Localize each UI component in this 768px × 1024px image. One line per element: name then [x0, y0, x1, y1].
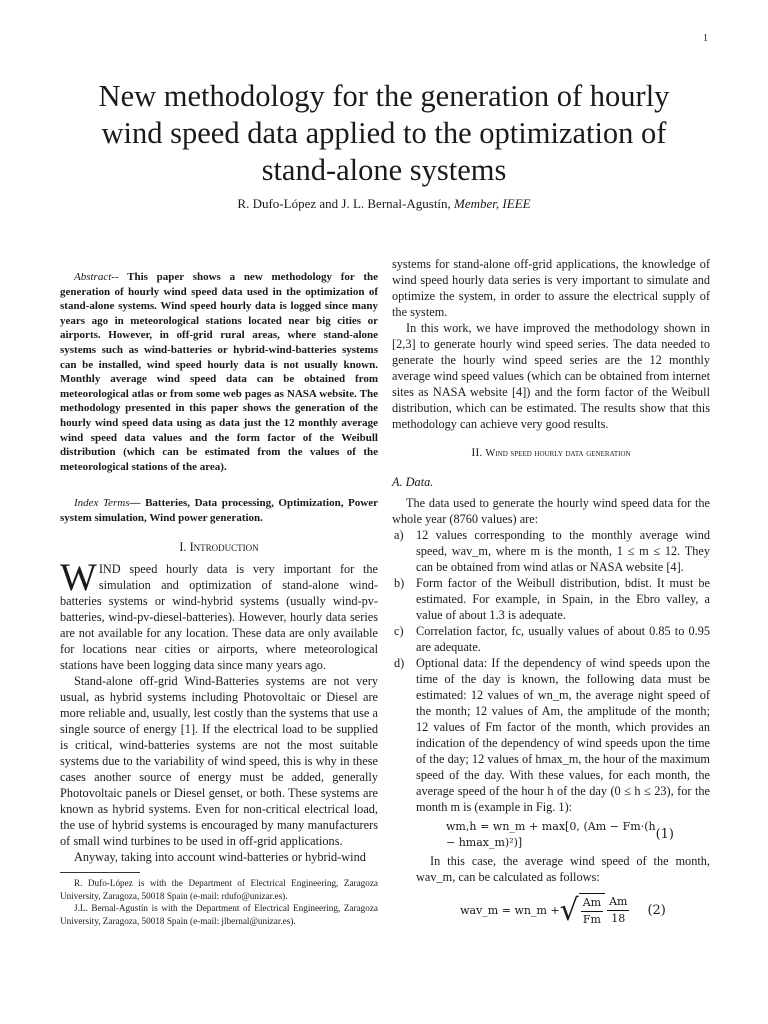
list-item-d-continuation: In this case, the average wind speed of the month, wav_m, can be calculated as follows:	[416, 854, 710, 884]
list-label: b)	[394, 576, 405, 590]
sqrt-sign: √ $\frac{Am}{Fm}$	[560, 893, 606, 928]
intro-paragraph-1	[60, 555, 378, 673]
footnote-rule	[60, 872, 140, 873]
right-paragraph-1: systems for stand-alone off-grid applications, the knowledge of wind speed hourly data series is very important to simulate and optimize the system, in order to assure the electrical supply of the system.	[392, 257, 710, 319]
fraction	[581, 895, 603, 928]
fraction-numerator: Am	[607, 894, 629, 911]
fraction-denominator: Fm	[582, 913, 601, 926]
paper-title: New methodology for the generation of hourly wind speed data applied to the optimization of stand-alone systems	[98, 79, 670, 187]
list-label: a)	[394, 528, 404, 542]
list-item	[392, 527, 710, 575]
list-label: d)	[394, 656, 405, 670]
fraction-denominator: 18	[611, 912, 626, 925]
list-item	[392, 575, 710, 623]
equation-2	[416, 893, 710, 928]
index-text: — Batteries, Data processing, Optimization, Power system simulation, Wind power generation.	[60, 497, 378, 524]
section-number: I.	[179, 539, 190, 554]
list-text: 12 values corresponding to the monthly average wind speed, wav_m, where m is the month, 1 ≤ m ≤ 12. They can be obtained from wind atlas or NASA website [4].	[416, 528, 710, 574]
section-heading-introduction	[60, 539, 378, 555]
intro-paragraph-2: Stand-alone off-grid Wind-Batteries systems are not very usual, as hybrid systems including Photovoltaic or Diesel are more reliable and, usually, lest costly than the systems that use a single source of energy [1]. If the electrical load to be supplied is critical, wind-batteries systems are not the most suitable systems due to the variability of wind speed, this is why in these cases another source of energy must be added, generally Photovoltaic panels or Diesel genset, or both. These systems are known as hybrid systems. Even for non-critical electrical load, the use of hybrid systems is encouraged by many manufacturers of small wind turbines to be used in off-grid applications.	[60, 673, 378, 848]
section-title: Wind speed hourly data generation	[485, 448, 631, 459]
footnote-1: R. Dufo-López is with the Department of Electrical Engineering, Zaragoza University, Zaragoza, 50018 Spain (e-mail: rdufo@unizar.es).	[60, 878, 378, 901]
section-heading-generation	[392, 444, 710, 462]
footnote-2: J.L. Bernal-Agustín is with the Department of Electrical Engineering, Zaragoza University, Zaragoza, 50018 Spain (e-mail: jlbernal@unizar.es).	[60, 903, 378, 926]
list-text: Optional data: If the dependency of wind speeds upon the time of the day is known, the following data must be estimated: 12 values of wn_m, the average night speed of the month; 12 values of Am, the amplitude of the month; 12 values of Fm factor of the month, which provides an indication of the dependency of wind speeds upon the time of the day; 12 values of hmax_m, the hour of the maximum speed of the day. With these values, for each month, the average speed of the hour h of the day (0 ≤ h ≤ 23), for the month m is (example in Fig. 1):	[416, 656, 710, 814]
subsection-heading: A. Data.	[392, 475, 434, 489]
section-title: Introduction	[189, 539, 259, 554]
authors: R. Dufo-López and J. L. Bernal-Agustín,	[237, 196, 455, 211]
list-label: c)	[394, 624, 404, 638]
fraction-numerator: Am	[581, 895, 603, 912]
list-item	[392, 655, 710, 928]
page-number: 1	[703, 33, 708, 44]
index-terms	[60, 496, 378, 525]
index-label: Index Terms	[74, 497, 130, 510]
authors-role: Member, IEEE	[454, 196, 531, 211]
equation-2-number: (2)	[647, 902, 666, 918]
authors-line	[0, 196, 768, 212]
drop-cap: W	[60, 555, 97, 599]
right-paragraph-2: In this work, we have improved the methodology shown in [2,3] to generate hourly wind speed series. The data needed to generate the hourly wind speed series are the 12 monthly average wind speed values (which can be obtained from internet sites as NASA website [4]) and the form factor of the Weibull distribution, which can be estimated. The results show that this methodology can achieve very good results.	[392, 321, 710, 431]
intro-paragraph-3: Anyway, taking into account wind-batteries or hybrid-wind	[74, 849, 366, 864]
equation-1-body: wm,h = wn_m + max[0, (Am − Fm·(h − hmax_m)²)]	[446, 820, 656, 849]
equation-1	[416, 819, 710, 851]
abstract-label: Abstract--	[74, 271, 119, 283]
left-column	[60, 270, 378, 865]
abstract-text: This paper shows a new methodology for the generation of hourly wind speed data used in the optimization of stand-alone systems. Wind speed hourly data is logged since many years ago in meteorological stations located near big cities or airports. However, in off-grid rural areas, where stand-alone systems such as wind-batteries or hybrid-wind-batteries systems can be installed, wind speed hourly data is not usually known. Monthly average wind speed data can be obtained from meteorological atlas or from some web pages as NASA website. The methodology presented in this paper shows the generation of the hourly wind speed data using as data just the 12 monthly average wind speed data values and the form factor of the Weibull distribution (which can be estimated from the values of the meteorological stations of the area).	[60, 271, 378, 473]
fraction	[607, 894, 629, 927]
data-intro: The data used to generate the hourly wind speed data for the whole year (8760 values) are:	[392, 496, 710, 526]
equation-1-number: (1)	[655, 827, 674, 842]
list-item	[392, 623, 710, 655]
section-number: II.	[471, 445, 486, 459]
list-text: Form factor of the Weibull distribution, bdist. It must be estimated. For example, in Spain, in the Ebro valley, a value of about 1.3 is adequate.	[416, 576, 710, 622]
list-text: Correlation factor, fc, usually values of about 0.85 to 0.95 are adequate.	[416, 624, 710, 654]
data-list	[392, 527, 710, 928]
abstract	[60, 270, 378, 474]
right-column	[392, 256, 710, 930]
intro-paragraph-1-text: IND speed hourly data is very important for the simulation and optimization of stand-alone wind-batteries systems or wind-hybrid systems (usually wind-pv-batteries, wind-pv-diesel-batteries). However, hourly data series are not available for any location. These data are only available for locations near cities or airports, where meteorological stations have been logging data since many years ago.	[60, 561, 378, 672]
equation-2-lhs: wav_m = wn_m +	[460, 903, 560, 917]
